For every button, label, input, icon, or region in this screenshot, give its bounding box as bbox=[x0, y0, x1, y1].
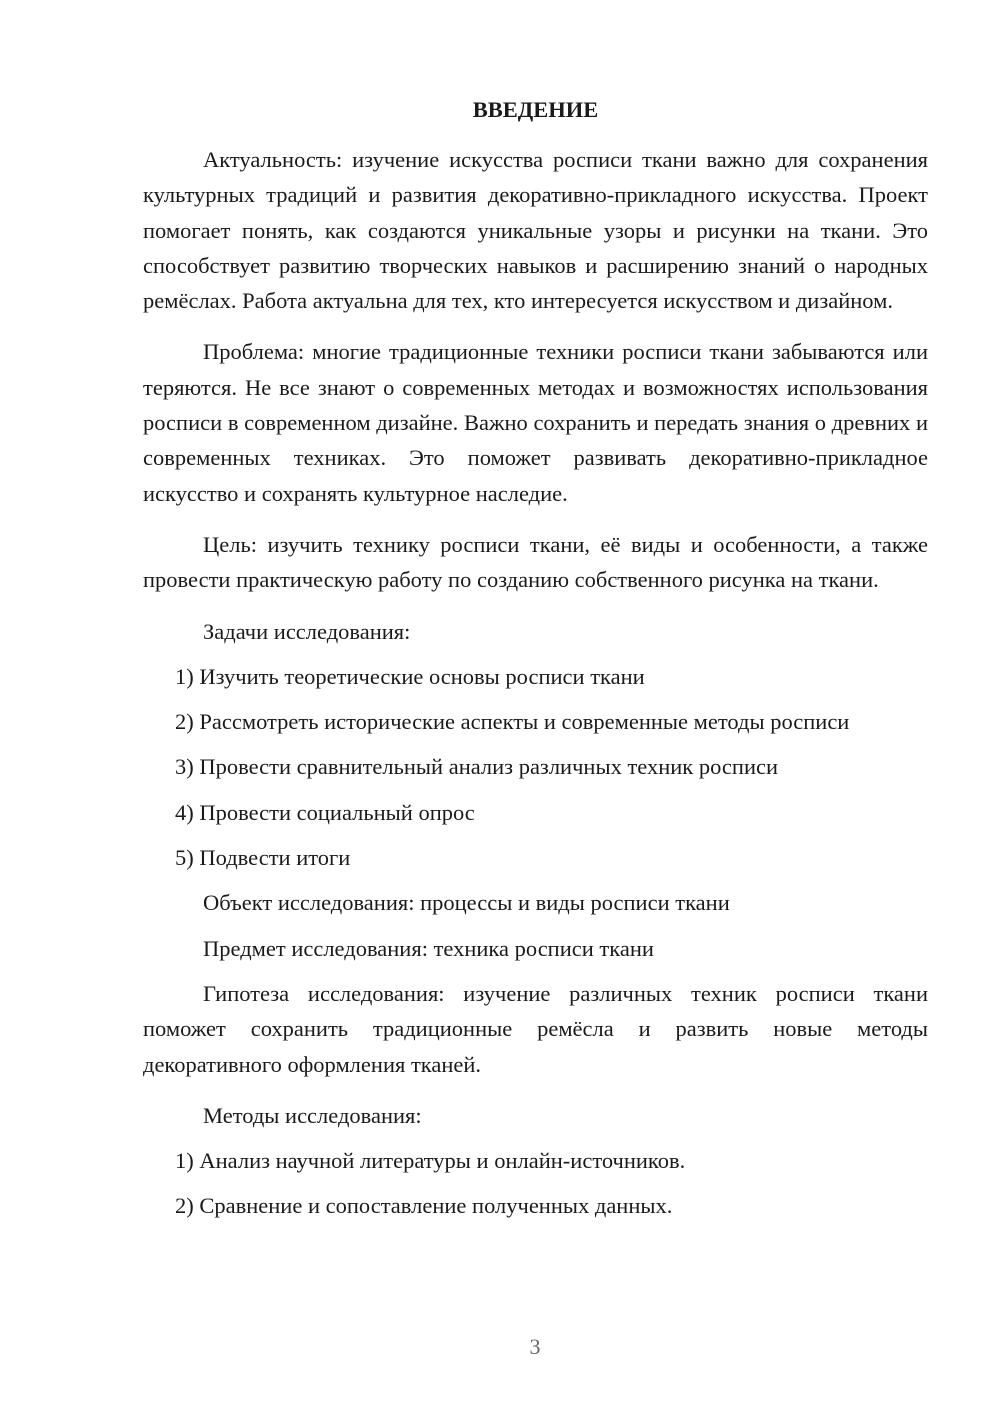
methods-heading: Методы исследования: bbox=[203, 1102, 422, 1128]
method-item: 2) Сравнение и сопоставление полученных данных. bbox=[175, 1193, 673, 1219]
task-item: 5) Подвести итоги bbox=[175, 845, 351, 871]
page-content bbox=[143, 92, 928, 1234]
task-item: 2) Рассмотреть исторические аспекты и современные методы росписи bbox=[175, 709, 850, 735]
page-number: 3 bbox=[529, 1334, 541, 1359]
task-item: 4) Провести социальный опрос bbox=[175, 799, 475, 825]
task-item: 1) Изучить теоретические основы росписи ткани bbox=[175, 663, 645, 689]
tasks-list bbox=[143, 659, 928, 875]
relevance-paragraph: Актуальность: изучение искусства росписи ткани важно для сохранения культурных традиций и развития декоративно-прикладного искусства. Проект помогает понять, как создаются уникальные узоры и рисунки на ткани. Это способствует развитию творческих навыков и расширению знаний о народных ремёслах. Работа актуальна для тех, кто интересуется искусством и дизайном. bbox=[143, 147, 928, 314]
tasks-heading: Задачи исследования: bbox=[203, 618, 411, 644]
research-subject: Предмет исследования: техника росписи ткани bbox=[203, 935, 654, 961]
task-item: 3) Провести сравнительный анализ различных техник росписи bbox=[175, 754, 779, 780]
goal-paragraph: Цель: изучить технику росписи ткани, её виды и особенности, а также провести практическую работу по созданию собственного рисунка на ткани. bbox=[143, 531, 928, 593]
hypothesis-paragraph: Гипотеза исследования: изучение различных техник росписи ткани поможет сохранить традиционные ремёсла и развить новые методы декоративного оформления тканей. bbox=[143, 980, 928, 1077]
page-title: ВВЕДЕНИЕ bbox=[472, 97, 599, 122]
problem-paragraph: Проблема: многие традиционные техники росписи ткани забываются или теряются. Не все знают о современных методах и возможностях использования росписи в современном дизайне. Важно сохранить и передать знания о древних и современных техниках. Это поможет развивать декоративно-прикладное искусство и сохранять культурное наследие. bbox=[143, 339, 928, 506]
methods-list bbox=[143, 1143, 928, 1224]
method-item: 1) Анализ научной литературы и онлайн-источников. bbox=[175, 1148, 686, 1174]
research-object: Объект исследования: процессы и виды росписи ткани bbox=[203, 890, 730, 916]
